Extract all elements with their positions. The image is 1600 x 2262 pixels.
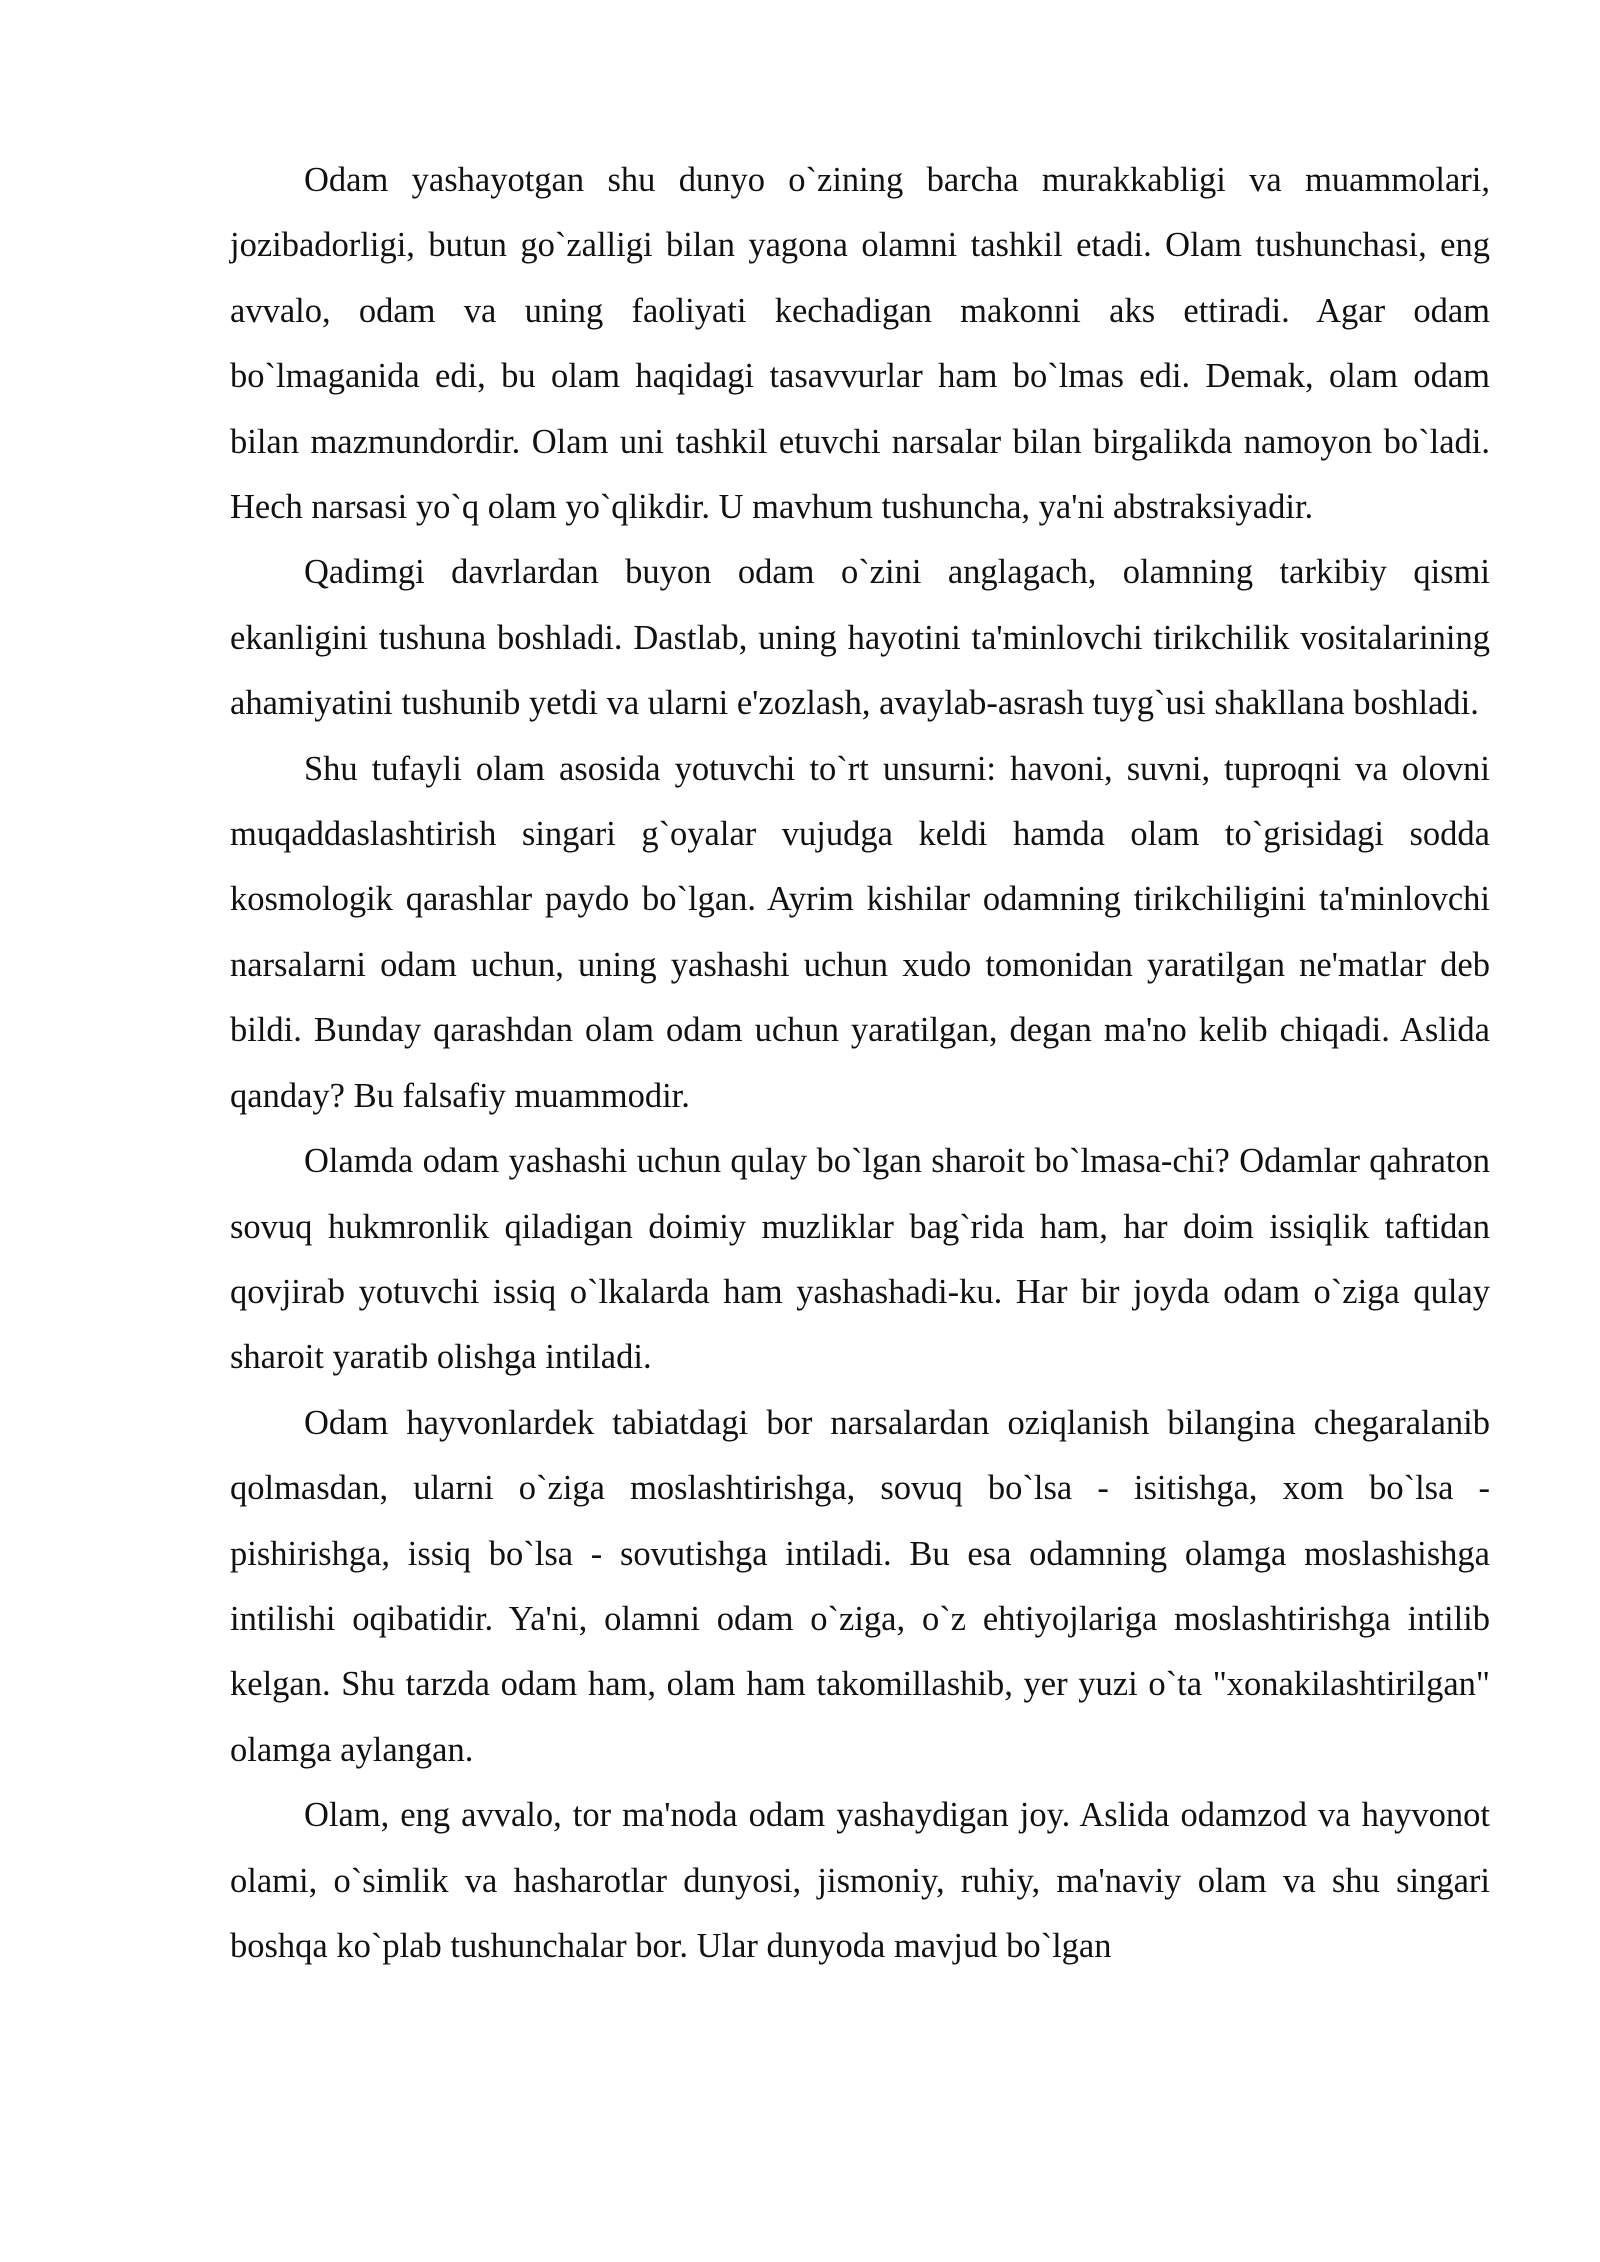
paragraph-5: Odam hayvonlardek tabiatdagi bor narsalardan oziqlanish bilangina chegaralanib qolmasdan, ularni o`ziga moslashtirishga, sovuq bo`lsa - isitishga, xom bo`lsa - pishirishga, issiq bo`lsa - sovutishga intiladi. Bu esa odamning olamga moslashishga intilishi oqibatidir. Ya'ni, olamni odam o`ziga, o`z ehtiyojlariga moslashtirishga intilib kelgan. Shu tarzda odam ham, olam ham takomillashib, yer yuzi o`ta "xonakilashtirilgan" olamga aylangan. (230, 1403, 1490, 1769)
paragraph-3: Shu tufayli olam asosida yotuvchi to`rt unsurni: havoni, suvni, tuproqni va olovni muqaddaslashtirish singari g`oyalar vujudga keldi hamda olam to`grisidagi sodda kosmologik qarashlar paydo bo`lgan. Ayrim kishilar odamning tirikchiligini ta'minlovchi narsalarni odam uchun, uning yashashi uchun xudo tomonidan yaratilgan ne'matlar deb bildi. Bunday qarashdan olam odam uchun yaratilgan, degan ma'no kelib chiqadi. Aslida qanday? Bu falsafiy muammodir. (230, 749, 1490, 1115)
paragraph-6: Olam, eng avvalo, tor ma'noda odam yashaydigan joy. Aslida odamzod va hayvonot olami, o`simlik va hasharotlar dunyosi, jismoniy, ruhiy, ma'naviy olam va shu singari boshqa ko`plab tushunchalar bor. Ular dunyoda mavjud bo`lgan (230, 1796, 1490, 1965)
paragraph-4: Olamda odam yashashi uchun qulay bo`lgan sharoit bo`lmasa-chi? Odamlar qahraton sovuq hukmronlik qiladigan doimiy muzliklar bag`rida ham, har doim issiqlik taftidan qovjirab yotuvchi issiq o`lkalarda ham yashashadi-ku. Har bir joyda odam o`ziga qulay sharoit yaratib olishga intiladi. (230, 1142, 1490, 1377)
paragraph-1: Odam yashayotgan shu dunyo o`zining barcha murakkabligi va muammolari, jozibadorligi, butun go`zalligi bilan yagona olamni tashkil etadi. Olam tushunchasi, eng avvalo, odam va uning faoliyati kechadigan makonni aks ettiradi. Agar odam bo`lmaganida edi, bu olam haqidagi tasavvurlar ham bo`lmas edi. Demak, olam odam bilan mazmundordir. Olam uni tashkil etuvchi narsalar bilan birgalikda namoyon bo`ladi. Hech narsasi yo`q olam yo`qlikdir. U mavhum tushuncha, ya'ni abstraksiyadir. (230, 161, 1490, 527)
document-body (230, 148, 1490, 1979)
paragraph-2: Qadimgi davrlardan buyon odam o`zini anglagach, olamning tarkibiy qismi ekanligini tushuna boshladi. Dastlab, uning hayotini ta'minlovchi tirikchilik vositalarining ahamiyatini tushunib yetdi va ularni e'zozlash, avaylab-asrash tuyg`usi shakllana boshladi. (230, 553, 1490, 723)
